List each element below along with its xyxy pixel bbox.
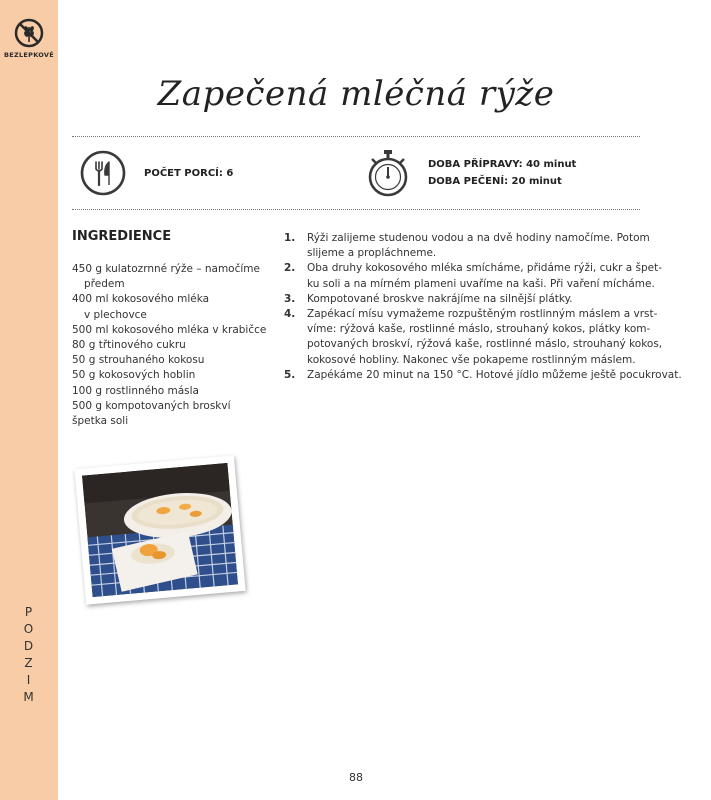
step-number: 1. [284, 232, 296, 244]
step-line: slijeme a propláchneme. [307, 247, 437, 260]
rice-pudding-photo [82, 463, 238, 597]
dish-photo [74, 455, 245, 604]
season-letter: D [23, 639, 35, 653]
season-letter: I [26, 673, 32, 687]
step-line: víme: rýžová kaše, rostlinné máslo, strouhaný kokos, plátky kom- [307, 323, 651, 336]
step-text [307, 292, 642, 307]
ingredients-heading: INGREDIENCE [72, 229, 172, 244]
step-1 [284, 231, 650, 261]
step-number: 5. [284, 368, 296, 381]
step-text [307, 368, 682, 383]
ingredient-line: 500 ml kokosového mléka v krabičce [72, 323, 267, 336]
season-label [0, 604, 58, 706]
gluten-free-label: BEZLEPKOVÉ [3, 51, 55, 59]
step-line: kokosové hobliny. Nakonec vše pokapeme rostlinným máslem. [307, 353, 636, 366]
step-3 [284, 292, 642, 307]
step-line: potovaných broskví, rýžová kaše, rostlinné máslo, strouhaný kokos, [307, 338, 663, 351]
step-line: ku soli a na mírném plameni uvaříme na kaši. Při vaření mícháme. [307, 277, 655, 290]
step-text [307, 261, 662, 291]
ingredient-line: 400 ml kokosového mléka [72, 293, 210, 306]
step-line: Zapékací mísu vymažeme rozpuštěným rostlinným máslem a vrst- [307, 308, 658, 321]
season-sidebar [0, 0, 58, 800]
step-text [307, 307, 662, 368]
bake-time: DOBA PEČENÍ: 20 minut [428, 176, 562, 187]
ingredient-line: v plechovce [84, 308, 147, 321]
ingredient-line: špetka soli [72, 415, 129, 428]
gluten-free-badge [0, 18, 58, 59]
stopwatch-icon [366, 149, 410, 197]
ingredient-line: 500 g kompotovaných broskví [72, 399, 231, 412]
cutlery-icon [80, 150, 126, 196]
prep-time: DOBA PŘÍPRAVY: 40 minut [428, 159, 577, 170]
step-2 [284, 261, 663, 291]
divider-bottom [72, 209, 640, 210]
season-letter: Z [24, 656, 34, 670]
step-text [307, 231, 650, 261]
step-line: Oba druhy kokosového mléka smícháme, přidáme rýži, cukr a špet- [307, 262, 663, 275]
season-letter: M [23, 690, 35, 704]
season-letter: O [23, 622, 35, 636]
ingredients-list [72, 262, 272, 429]
method-steps [284, 231, 682, 383]
recipe-title: Zapečená mléčná rýže [157, 74, 555, 114]
ingredient-line: předem [84, 278, 125, 291]
step-line: Rýži zalijeme studenou vodou a na dvě hodiny namočíme. Potom [307, 232, 650, 244]
time-labels [428, 156, 576, 190]
step-4 [284, 307, 663, 368]
ingredient-line: 50 g kokosových hoblin [72, 369, 196, 382]
step-line: Kompotované broskve nakrájíme na silnější plátky. [307, 292, 573, 305]
ingredient-line: 450 g kulatozrnné rýže – namočíme [72, 263, 260, 275]
step-number: 3. [284, 292, 296, 305]
divider-top [72, 136, 640, 137]
step-number: 4. [284, 308, 296, 321]
season-letter: P [24, 605, 34, 619]
ingredient-line: 80 g třtinového cukru [72, 339, 186, 352]
step-line: Zapékáme 20 minut na 150 °C. Hotové jídlo můžeme ještě pocukrovat. [307, 368, 682, 381]
ingredient-line: 50 g strouhaného kokosu [72, 354, 205, 367]
step-number: 2. [284, 262, 296, 275]
ingredient-line: 100 g rostlinného másla [72, 384, 199, 397]
time-info [366, 150, 576, 196]
step-5 [284, 368, 682, 383]
gluten-free-icon [14, 18, 44, 48]
servings-label: POČET PORCÍ: 6 [144, 167, 234, 179]
servings-info [80, 150, 233, 196]
page-number: 88 [349, 771, 363, 784]
